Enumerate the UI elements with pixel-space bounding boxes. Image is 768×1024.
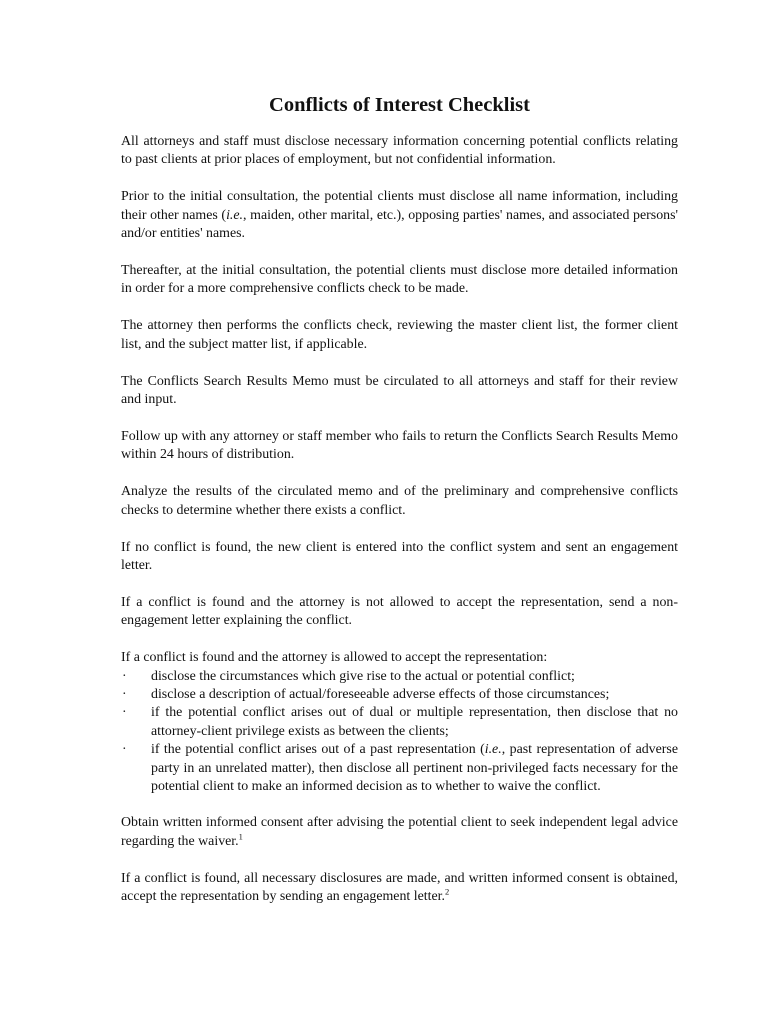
paragraph-no-conflict: If no conflict is found, the new client is entered into the conflict system and sent an engagement letter.: [121, 539, 678, 573]
italic-ie: i.e.: [226, 207, 244, 223]
disclosure-bullet-list: [121, 668, 678, 797]
footnote-ref-1: 1: [238, 831, 243, 842]
paragraph-staff-disclosure: All attorneys and staff must disclose necessary information concerning potential conflicts relating to past clients at prior places of employment, but not confidential information.: [121, 134, 678, 168]
paragraph-accept-representation: [121, 870, 678, 907]
list-item: [121, 741, 678, 796]
paragraph-conflicts-check: The attorney then performs the conflicts check, reviewing the master client list, the former client list, and the subject matter list, if applicable.: [121, 318, 678, 352]
paragraph-analyze: Analyze the results of the circulated memo and of the preliminary and comprehensive conflicts checks to determine whether there exists a conflict.: [121, 484, 678, 518]
list-item: [121, 686, 678, 704]
text-fragment: Obtain written informed consent after advising the potential client to seek independent legal advice regarding the waiver.: [121, 815, 678, 849]
list-item-text: disclose a description of actual/foreseeable adverse effects of those circumstances;: [151, 687, 610, 703]
text-fragment: if the potential conflict arises out of a past representation (: [151, 742, 485, 758]
list-item-text: disclose the circumstances which give rise to the actual or potential conflict;: [151, 668, 575, 684]
paragraph-follow-up: Follow up with any attorney or staff member who fails to return the Conflicts Search Results Memo within 24 hours of distribution.: [121, 428, 678, 463]
text-fragment: Prior to the initial consultation, the potential clients must disclose all name information, including their other names (: [121, 189, 678, 223]
text-fragment: , maiden, other marital, etc.), opposing parties' names, and associated persons' and/or entities' names.: [121, 207, 678, 242]
list-item: [121, 668, 678, 686]
text-fragment: , past representation of adverse party in an unrelated matter), then disclose all pertinent non-privileged facts necessary for the potential client to make an informed decision as to whether to waive the conflict.: [151, 742, 678, 795]
page-title: Conflicts of Interest Checklist: [269, 94, 530, 116]
bullet-icon: ·: [122, 687, 127, 703]
list-item: [121, 704, 678, 741]
footnote-ref-2: 2: [444, 886, 450, 897]
bullet-icon: ·: [122, 668, 127, 684]
text-fragment: If a conflict is found, all necessary disclosures are made, and written informed consent is obtained, accept the representation by sending an engagement letter.: [121, 870, 678, 905]
paragraph-memo-circulation: The Conflicts Search Results Memo must be circulated to all attorneys and staff for their review and input.: [121, 373, 678, 408]
paragraph-non-engagement: If a conflict is found and the attorney is not allowed to accept the representation, send a non-engagement letter explaining the conflict.: [121, 594, 678, 629]
paragraph-initial-consultation: [121, 188, 678, 243]
list-item-text: if the potential conflict arises out of dual or multiple representation, then disclose that no attorney-client privilege exists as between the clients;: [151, 705, 678, 739]
paragraph-detailed-info: Thereafter, at the initial consultation, the potential clients must disclose more detailed information in order for a more comprehensive conflicts check to be made.: [121, 263, 678, 297]
bullet-icon: ·: [122, 742, 127, 758]
italic-ie: i.e.: [484, 742, 502, 758]
bullet-icon: ·: [122, 705, 127, 721]
paragraph-allowed-intro: If a conflict is found and the attorney is allowed to accept the representation:: [121, 650, 548, 666]
paragraph-informed-consent: [121, 814, 678, 851]
document-page: [121, 92, 678, 925]
